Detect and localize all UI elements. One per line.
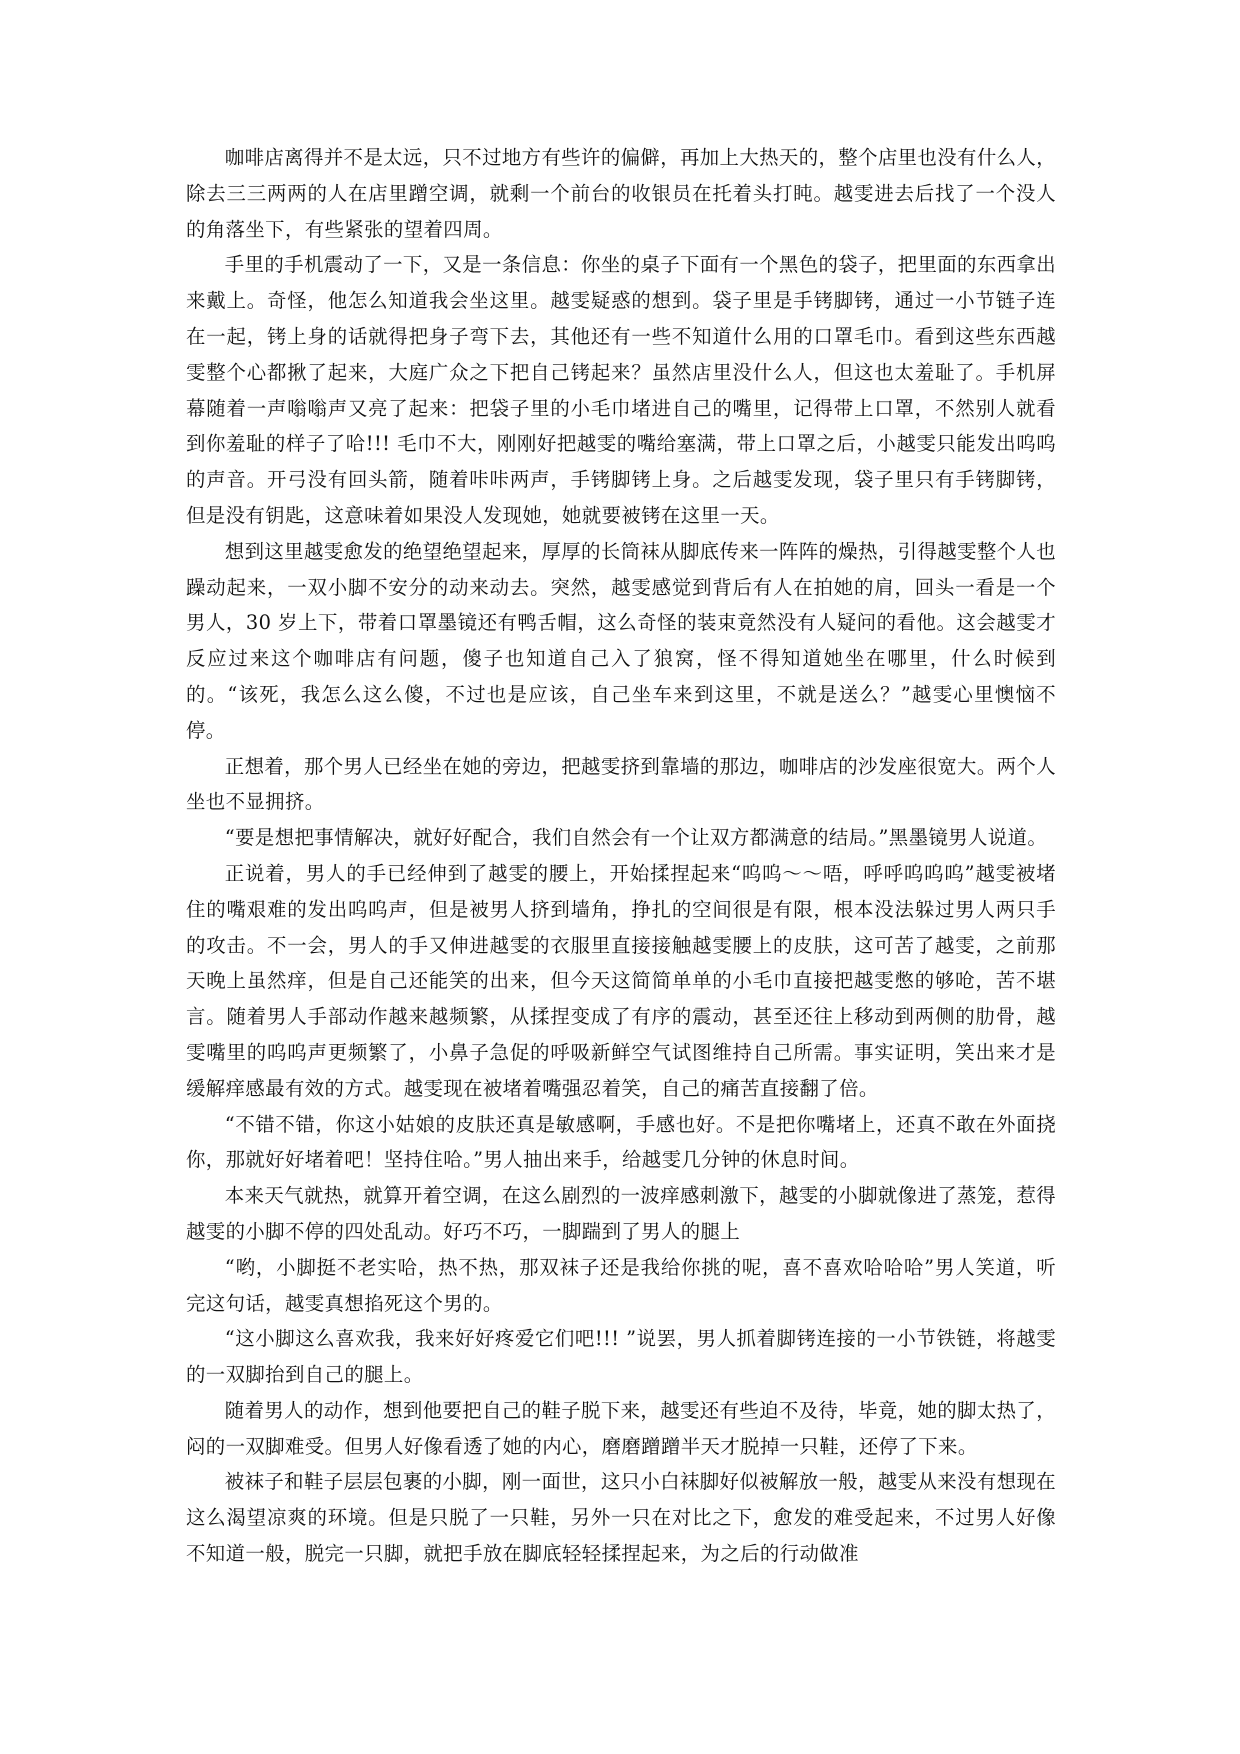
paragraph-3: 想到这里越雯愈发的绝望绝望起来，厚厚的长筒袜从脚底传来一阵阵的燥热，引得越雯整个人也躁动起来，一双小脚不安分的动来动去。突然，越雯感觉到背后有人在拍她的肩，回头一看是一个男人，30 岁上下，带着口罩墨镜还有鸭舌帽，这么奇怪的装束竟然没有人疑问的看他。这会越雯才反应过来这个咖啡店有问题，傻子也知道自己入了狼窝，怪不得知道她坐在哪里，什么时候到的。“该死，我怎么这么傻，不过也是应该，自己坐车来到这里，不就是送么？”越雯心里懊恼不停。 — [186, 539, 1057, 742]
paragraph-5: “要是想把事情解决，就好好配合，我们自然会有一个让双方都满意的结局。”黑墨镜男人说道。 — [224, 826, 1048, 850]
paragraph-6: 正说着，男人的手已经伸到了越雯的腰上，开始揉捏起来“呜呜～～唔，呼呼呜呜呜”越雯被堵住的嘴艰难的发出呜呜声，但是被男人挤到墙角，挣扎的空间很是有限，根本没法躲过男人两只手的攻击。不一会，男人的手又伸进越雯的衣服里直接接触越雯腰上的皮肤，这可苦了越雯，之前那天晚上虽然痒，但是自己还能笑的出来，但今天这简简单单的小毛巾直接把越雯憋的够呛，苦不堪言。随着男人手部动作越来越频繁，从揉捏变成了有序的震动，甚至还往上移动到两侧的肋骨，越雯嘴里的呜呜声更频繁了，小鼻子急促的呼吸新鲜空气试图维持自己所需。事实证明，笑出来才是缓解痒感最有效的方式。越雯现在被堵着嘴强忍着笑，自己的痛苦直接翻了倍。 — [186, 861, 1056, 1100]
paragraph-9: “哟，小脚挺不老实哈，热不热，那双袜子还是我给你挑的呢，喜不喜欢哈哈哈”男人笑道，听完这句话，越雯真想掐死这个男的。 — [186, 1255, 1056, 1315]
paragraph-11: 随着男人的动作，想到他要把自己的鞋子脱下来，越雯还有些迫不及待，毕竟，她的脚太热了，闷的一双脚难受。但男人好像看透了她的内心，磨磨蹭蹭半天才脱掉一只鞋，还停了下来。 — [186, 1398, 1057, 1458]
document-page — [186, 140, 1056, 1572]
paragraph-4: 正想着，那个男人已经坐在她的旁边，把越雯挤到靠墙的那边，咖啡店的沙发座很宽大。两个人坐也不显拥挤。 — [186, 754, 1057, 814]
paragraph-12: 被袜子和鞋子层层包裹的小脚，刚一面世，这只小白袜脚好似被解放一般，越雯从来没有想现在这么渴望凉爽的环境。但是只脱了一只鞋，另外一只在对比之下，愈发的难受起来，不过男人好像不知道一般，脱完一只脚，就把手放在脚底轻轻揉捏起来，为之后的行动做准 — [186, 1470, 1057, 1566]
paragraph-10: “这小脚这么喜欢我，我来好好疼爱它们吧!!! ”说罢，男人抓着脚铐连接的一小节铁链，将越雯的一双脚抬到自己的腿上。 — [186, 1327, 1056, 1387]
paragraph-8: 本来天气就热，就算开着空调，在这么剧烈的一波痒感刺激下，越雯的小脚就像进了蒸笼，惹得越雯的小脚不停的四处乱动。好巧不巧，一脚踹到了男人的腿上 — [186, 1184, 1057, 1243]
paragraph-7: “不错不错，你这小姑娘的皮肤还真是敏感啊，手感也好。不是把你嘴堵上，还真不敢在外面挠你，那就好好堵着吧！坚持住哈。”男人抽出来手，给越雯几分钟的休息时间。 — [186, 1112, 1056, 1172]
paragraph-1: 咖啡店离得并不是太远，只不过地方有些许的偏僻，再加上大热天的，整个店里也没有什么人，除去三三两两的人在店里蹭空调，就剩一个前台的收银员在托着头打盹。越雯进去后找了一个没人的角落坐下，有些紧张的望着四周。 — [186, 146, 1057, 241]
paragraph-2: 手里的手机震动了一下，又是一条信息：你坐的桌子下面有一个黑色的袋子，把里面的东西拿出来戴上。奇怪，他怎么知道我会坐这里。越雯疑惑的想到。袋子里是手铐脚铐，通过一小节链子连在一起，铐上身的话就得把身子弯下去，其他还有一些不知道什么用的口罩毛巾。看到这些东西越雯整个心都揪了起来，大庭广众之下把自己铐起来？虽然店里没什么人，但这也太羞耻了。手机屏幕随着一声嗡嗡声又亮了起来：把袋子里的小毛巾堵进自己的嘴里，记得带上口罩，不然别人就看到你羞耻的样子了哈!!! 毛巾不大，刚刚好把越雯的嘴给塞满，带上口罩之后，小越雯只能发出呜呜的声音。开弓没有回头箭，随着咔咔两声，手铐脚铐上身。之后越雯发现，袋子里只有手铐脚铐，但是没有钥匙，这意味着如果没人发现她，她就要被铐在这里一天。 — [186, 253, 1057, 527]
